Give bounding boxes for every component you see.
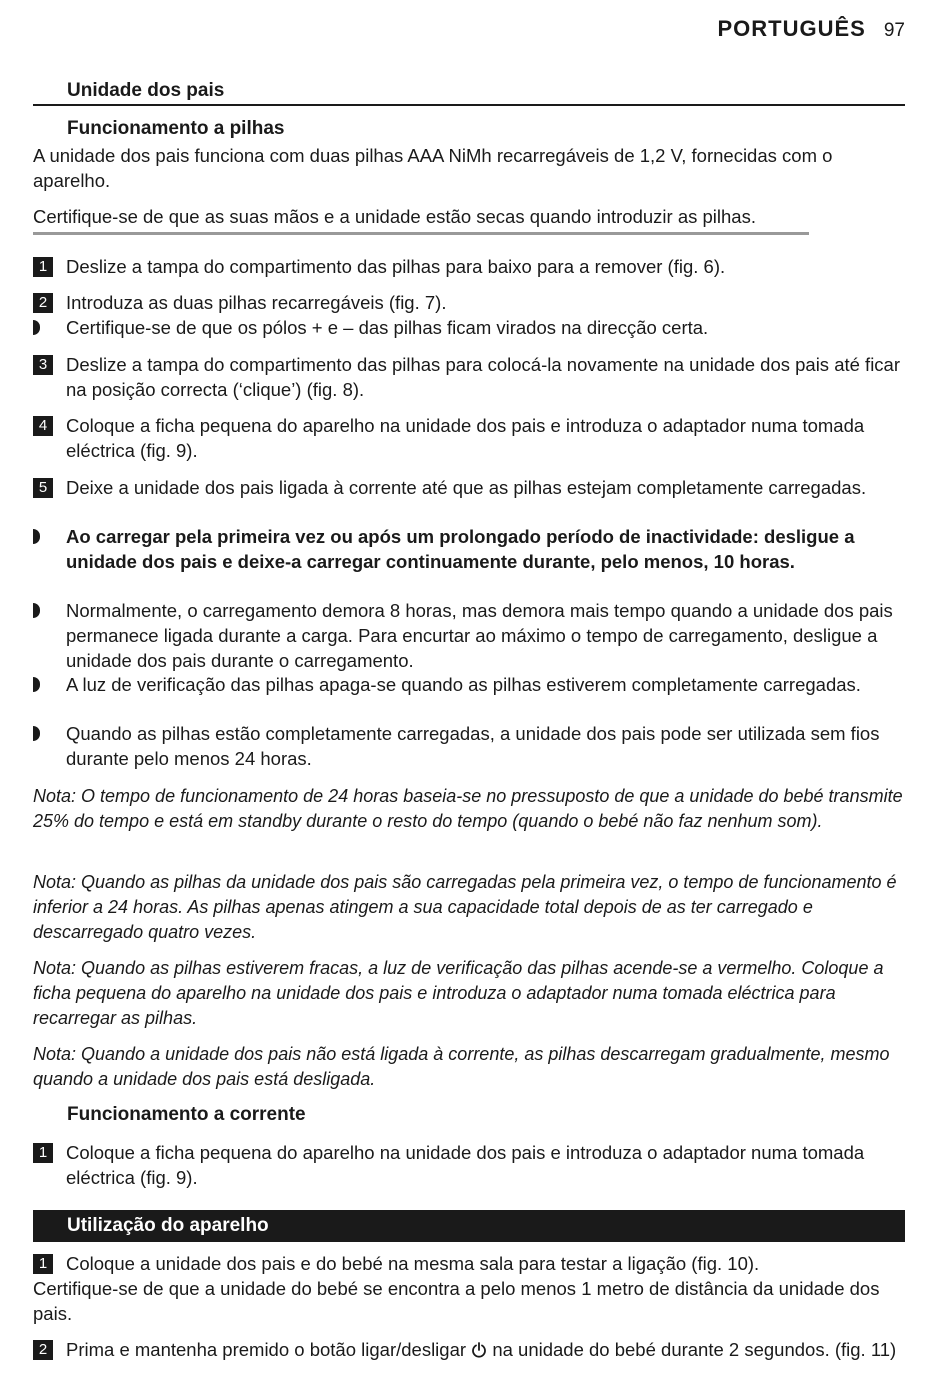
usage-step-1 — [33, 1251, 905, 1276]
bullet-battery-light: A luz de verificação das pilhas apaga-se quando as pilhas estiverem completamente carregadas. — [33, 672, 905, 697]
power-icon — [471, 1342, 487, 1358]
header-language: PORTUGUÊS — [717, 16, 866, 41]
section-heading-using-appliance: Utilização do aparelho — [33, 1210, 905, 1242]
step-text: Prima e mantenha premido o botão ligar/desligar na unidade do bebé durante 2 segundos. (fig. 11) — [66, 1339, 897, 1360]
note-first-charge: Nota: Quando as pilhas da unidade dos pais são carregadas pela primeira vez, o tempo de funcionamento é inferior a 24 horas. As pilhas apenas atingem a sua capacidade total depois de as ter carregado e descarregado quatro vezes. — [33, 872, 897, 942]
step-number: 1 — [33, 257, 53, 277]
battery-step-4 — [33, 413, 905, 463]
step-text: Coloque a ficha pequena do aparelho na unidade dos pais e introduza o adaptador numa tomada eléctrica (fig. 9). — [66, 1142, 865, 1188]
distance-instruction: Certifique-se de que a unidade do bebé se encontra a pelo menos 1 metro de distância da unidade dos pais. — [33, 1278, 880, 1324]
bullet-charge-time: Normalmente, o carregamento demora 8 horas, mas demora mais tempo quando a unidade dos pais permanece ligada durante a carga. Para encurtar ao máximo o tempo de carregamento, desligue a unidade dos pais durante o carregamento. — [33, 598, 905, 673]
section-heading-parent-unit: Unidade dos pais — [33, 80, 905, 106]
step-number: 2 — [33, 1340, 53, 1360]
subheading-mains-operation: Funcionamento a corrente — [67, 1104, 306, 1125]
step-text: Deixe a unidade dos pais ligada à corrente até que as pilhas estejam completamente carregadas. — [66, 477, 867, 498]
step-number: 2 — [33, 293, 53, 313]
note-discharge: Nota: Quando a unidade dos pais não está ligada à corrente, as pilhas descarregam gradualmente, mesmo quando a unidade dos pais está desligada. — [33, 1044, 890, 1089]
battery-intro: A unidade dos pais funciona com duas pilhas AAA NiMh recarregáveis de 1,2 V, fornecidas com o aparelho. — [33, 145, 833, 191]
step-text: Introduza as duas pilhas recarregáveis (fig. 7). — [66, 292, 447, 313]
step-number: 5 — [33, 478, 53, 498]
note-low-battery: Nota: Quando as pilhas estiverem fracas, a luz de verificação das pilhas acende-se a vermelho. Coloque a ficha pequena do aparelho na unidade dos pais e introduza o adaptador numa tomada eléctrica para recarregar as pilhas. — [33, 958, 884, 1028]
bullet-icon — [33, 603, 40, 618]
dry-hands-warning: Certifique-se de que as suas mãos e a unidade estão secas quando introduzir as pilhas. — [33, 204, 809, 235]
usage-step-2 — [33, 1337, 905, 1362]
step-text: Deslize a tampa do compartimento das pilhas para colocá-la novamente na unidade dos pais até ficar na posição correcta (‘clique’) (fig. 8). — [66, 354, 901, 400]
bullet-icon — [33, 529, 40, 544]
step-text: Coloque a ficha pequena do aparelho na unidade dos pais e introduza o adaptador numa tomada eléctrica (fig. 9). — [66, 415, 865, 461]
bullet-icon — [33, 320, 40, 335]
step-number: 1 — [33, 1143, 53, 1163]
battery-step-3 — [33, 352, 905, 402]
battery-step-5 — [33, 475, 905, 500]
bullet-polarity: Certifique-se de que os pólos + e – das pilhas ficam virados na direcção certa. — [33, 315, 905, 340]
battery-step-1 — [33, 254, 905, 279]
bullet-cordless-time: Quando as pilhas estão completamente carregadas, a unidade dos pais pode ser utilizada sem fios durante pelo menos 24 horas. — [33, 721, 905, 771]
page-header — [718, 16, 906, 42]
bullet-icon — [33, 726, 40, 741]
step-text: Coloque a unidade dos pais e do bebé na mesma sala para testar a ligação (fig. 10). — [66, 1253, 760, 1274]
mains-step-1 — [33, 1140, 905, 1190]
bullet-first-charge: Ao carregar pela primeira vez ou após um prolongado período de inactividade: desligue a unidade dos pais e deixe-a carregar continuamente durante, pelo menos, 10 horas. — [33, 524, 905, 574]
bullet-icon — [33, 677, 40, 692]
step-number: 4 — [33, 416, 53, 436]
subheading-battery-operation: Funcionamento a pilhas — [67, 118, 285, 139]
step-number: 3 — [33, 355, 53, 375]
step-number: 1 — [33, 1254, 53, 1274]
battery-step-2 — [33, 290, 905, 315]
page-number: 97 — [883, 20, 905, 41]
note-operating-time: Nota: O tempo de funcionamento de 24 horas baseia-se no pressuposto de que a unidade do bebé transmite 25% do tempo e está em standby durante o resto do tempo (quando o bebé não faz nenhum som). — [33, 786, 903, 831]
step-text: Deslize a tampa do compartimento das pilhas para baixo para a remover (fig. 6). — [66, 256, 726, 277]
